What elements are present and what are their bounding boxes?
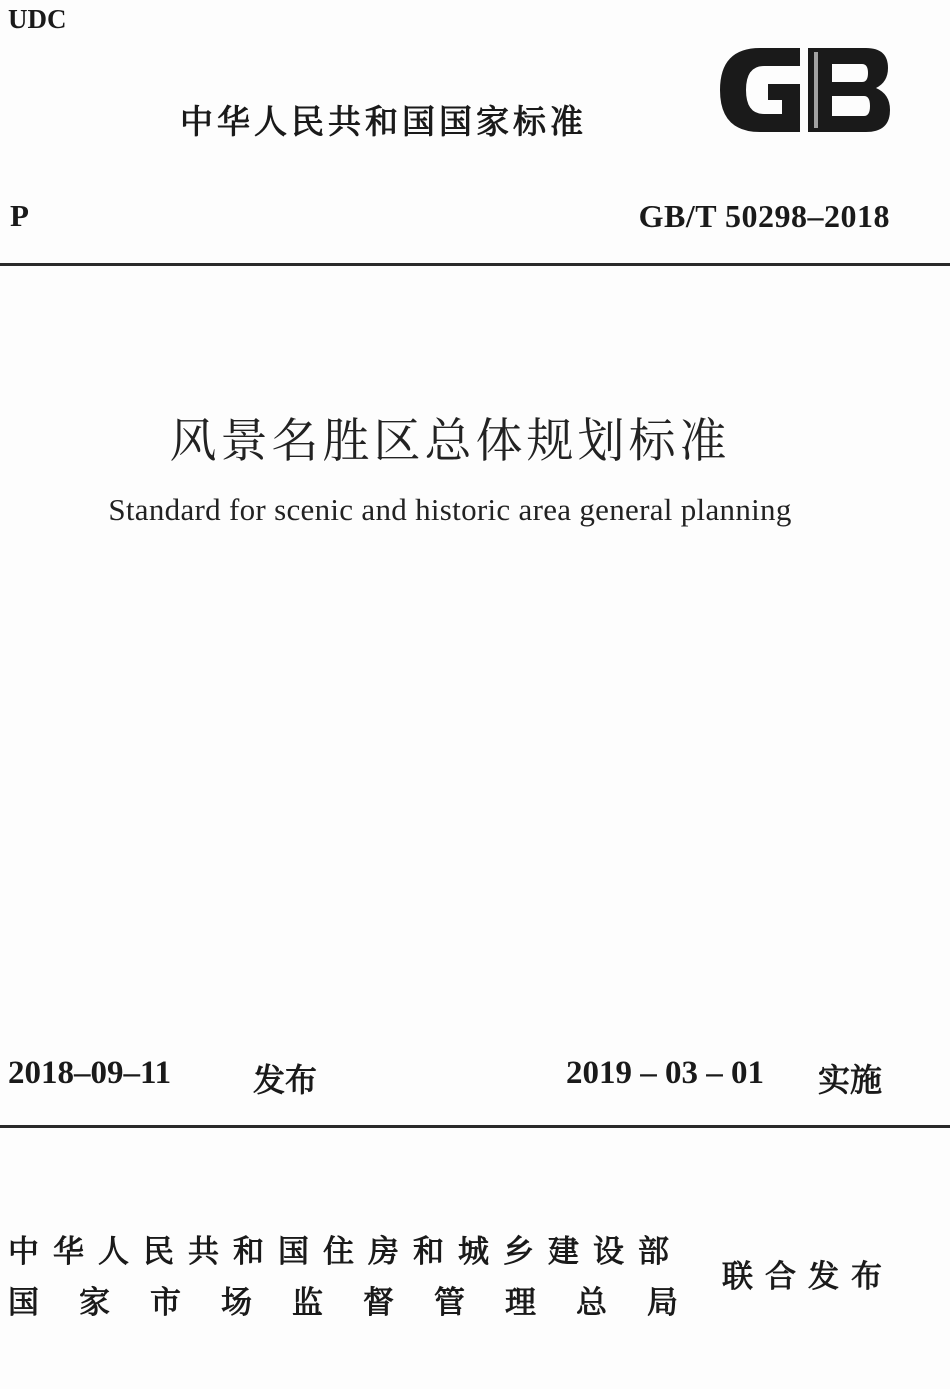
title-english: Standard for scenic and historic area general planning (108, 492, 792, 527)
implementation-label: 实施 (818, 1061, 883, 1099)
issue-date: 2018–09–11 (8, 1055, 172, 1091)
publisher-administration: 国家市场监督管理总局 (8, 1285, 718, 1321)
gb-logo-letter-b (808, 48, 890, 132)
gb-logo-letter-g (720, 48, 800, 132)
bottom-divider (0, 1125, 950, 1128)
implementation-date: 2019 – 03 – 01 (566, 1055, 764, 1091)
national-standard-heading: 中华人民共和国国家标准 (180, 102, 587, 141)
title-chinese: 风景名胜区总体规划标准 (169, 414, 731, 469)
gb-logo (716, 44, 892, 136)
joint-issue-label: 联合发布 (722, 1259, 894, 1295)
classification-code: P (10, 198, 29, 233)
issue-label: 发布 (253, 1061, 318, 1099)
publisher-ministry: 中华人民共和国住房和城乡建设部 (8, 1234, 683, 1270)
top-divider (0, 263, 950, 266)
udc-label: UDC (8, 4, 67, 34)
standard-number: GB/T 50298–2018 (638, 198, 890, 234)
